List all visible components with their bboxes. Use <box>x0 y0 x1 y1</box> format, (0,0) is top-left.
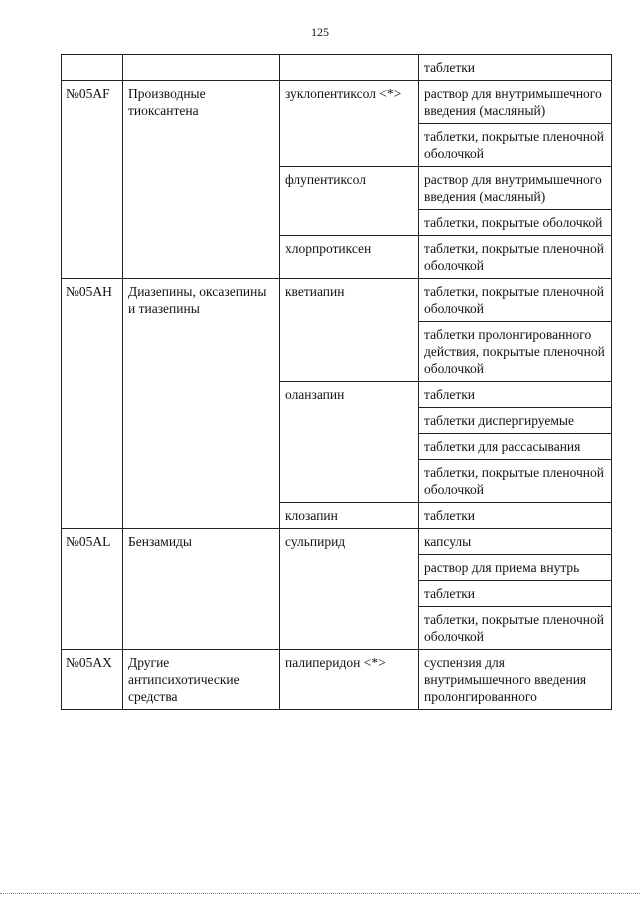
dosage-form-cell: таблетки <box>419 503 612 529</box>
atc-code-cell: №05AL <box>62 529 123 650</box>
drug-name-cell: флупентиксол <box>280 167 419 236</box>
dosage-form-cell: капсулы <box>419 529 612 555</box>
table-row <box>62 55 612 81</box>
dosage-form-cell: таблетки, покрытые пленочной оболочкой <box>419 236 612 279</box>
table-row <box>62 650 612 710</box>
dosage-form-cell: таблетки <box>419 55 612 81</box>
table-body <box>62 55 612 710</box>
table-row <box>62 279 612 322</box>
dosage-form-cell: раствор для внутримышечного введения (масляный) <box>419 167 612 210</box>
drug-table <box>61 54 612 710</box>
dosage-form-cell: раствор для внутримышечного введения (масляный) <box>419 81 612 124</box>
group-name-cell: Бензамиды <box>123 529 280 650</box>
drug-name-cell: оланзапин <box>280 382 419 503</box>
drug-name-cell: кветиапин <box>280 279 419 382</box>
table-row <box>62 81 612 124</box>
dosage-form-cell: таблетки <box>419 581 612 607</box>
dosage-form-cell: таблетки диспергируемые <box>419 408 612 434</box>
dosage-form-cell: таблетки пролонгированного действия, покрытые пленочной оболочкой <box>419 322 612 382</box>
group-name-cell <box>123 55 280 81</box>
atc-code-cell: №05AF <box>62 81 123 279</box>
dosage-form-cell: таблетки для рассасывания <box>419 434 612 460</box>
dosage-form-cell: суспензия для внутримышечного введения пролонгированного <box>419 650 612 710</box>
dosage-form-cell: таблетки, покрытые пленочной оболочкой <box>419 279 612 322</box>
dosage-form-cell: таблетки, покрытые пленочной оболочкой <box>419 460 612 503</box>
page-bottom-rule <box>0 893 640 894</box>
table-row <box>62 529 612 555</box>
atc-code-cell: №05AX <box>62 650 123 710</box>
drug-name-cell: клозапин <box>280 503 419 529</box>
atc-code-cell <box>62 55 123 81</box>
drug-name-cell: сульпирид <box>280 529 419 650</box>
atc-code-cell: №05AH <box>62 279 123 529</box>
dosage-form-cell: таблетки, покрытые пленочной оболочкой <box>419 607 612 650</box>
dosage-form-cell: таблетки <box>419 382 612 408</box>
dosage-form-cell: раствор для приема внутрь <box>419 555 612 581</box>
dosage-form-cell: таблетки, покрытые оболочкой <box>419 210 612 236</box>
page-number: 125 <box>311 25 329 39</box>
drug-name-cell: хлорпротиксен <box>280 236 419 279</box>
group-name-cell: Другие антипсихотические средства <box>123 650 280 710</box>
drug-name-cell: палиперидон <*> <box>280 650 419 710</box>
dosage-form-cell: таблетки, покрытые пленочной оболочкой <box>419 124 612 167</box>
group-name-cell: Производные тиоксантена <box>123 81 280 279</box>
group-name-cell: Диазепины, оксазепины и тиазепины <box>123 279 280 529</box>
drug-name-cell: зуклопентиксол <*> <box>280 81 419 167</box>
drug-name-cell <box>280 55 419 81</box>
